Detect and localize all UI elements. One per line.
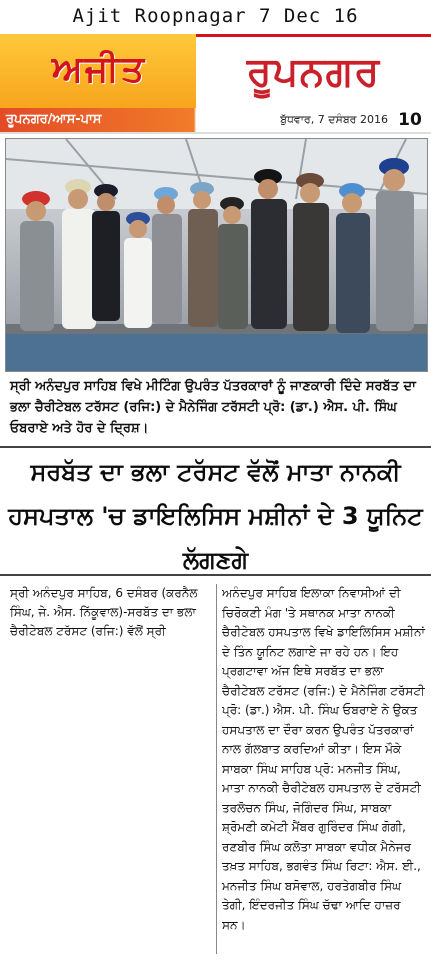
divider-rule: [0, 574, 431, 576]
photo-caption: ਸ੍ਰੀ ਅਨੰਦਪੁਰ ਸਾਹਿਬ ਵਿਖੇ ਮੀਟਿੰਗ ਉਪਰੰਤ ਪੱਤਰਕਾਰਾਂ ਨੂੰ ਜਾਣਕਾਰੀ ਦਿੰਦੇ ਸਰਬੱਤ ਦਾ ਭਲਾ ਚੈਰੀਟੇਬਲ ਟਰੱਸਟ (ਰਜਿ:) ਦੇ ਮੈਨੇਜਿੰਗ ਟਰੱਸਟੀ ਪ੍ਰੋ: (ਡਾ.) ਐਸ. ਪੀ. ਸਿੰਘ ਓਬਰਾਏ ਅਤੇ ਹੋਰ ਦੇ ਦ੍ਰਿਸ਼।: [10, 379, 416, 436]
newspaper-masthead: [0, 34, 431, 108]
city-name: ਰੂਪਨਗਰ: [246, 49, 381, 95]
clipping-caption: Ajit Roopnagar 7 Dec 16: [72, 5, 359, 27]
page-number: 10: [398, 110, 422, 130]
section-label: ਰੂਪਨਗਰ/ਆਸ-ਪਾਸ: [6, 112, 102, 127]
issue-date: ਬੁੱਧਵਾਰ, 7 ਦਸੰਬਰ 2016: [280, 113, 388, 126]
news-photo: [5, 138, 428, 372]
paper-logo: [0, 34, 196, 108]
column-divider: [216, 584, 217, 954]
city-edition-banner: [196, 34, 431, 111]
divider-rule: [0, 446, 431, 448]
article-body: ਅਨੰਦਪੁਰ ਸਾਹਿਬ ਇਲਾਕਾ ਨਿਵਾਸੀਆਂ ਦੀ ਚਿਰੋਕਣੀ ਮੰਗ 'ਤੇ ਸਥਾਨਕ ਮਾਤਾ ਨਾਨਕੀ ਚੈਰੀਟੇਬਲ ਹਸਪਤਾਲ ਵਿਖੇ ਡਾਇਲਿਸਿਸ ਮਸ਼ੀਨਾਂ ਦੇ ਤਿੰਨ ਯੂਨਿਟ ਲਗਾਏ ਜਾ ਰਹੇ ਹਨ। ਇਹ ਪ੍ਰਗਟਾਵਾ ਅੱਜ ਇਥੇ ਸਰਬੱਤ ਦਾ ਭਲਾ ਚੈਰੀਟੇਬਲ ਟਰੱਸਟ (ਰਜਿ:) ਦੇ ਮੈਨੇਜਿੰਗ ਟਰੱਸਟੀ ਪ੍ਰੋ: (ਡਾ.) ਐਸ. ਪੀ. ਸਿੰਘ ਓਬਰਾਏ ਨੇ ਉਕਤ ਹਸਪਤਾਲ ਦਾ ਦੌਰਾ ਕਰਨ ਉਪਰੰਤ ਪੱਤਰਕਾਰਾਂ ਨਾਲ ਗੱਲਬਾਤ ਕਰਦਿਆਂ ਕੀਤਾ। ਇਸ ਮੌਕੇ ਸਾਬਕਾ ਸਿੰਘ ਸਾਹਿਬ ਪ੍ਰੋ: ਮਨਜੀਤ ਸਿੰਘ, ਮਾਤਾ ਨਾਨਕੀ ਚੈਰੀਟੇਬਲ ਹਸਪਤਾਲ ਦੇ ਟਰੱਸਟੀ ਤਰਲੋਚਨ ਸਿੰਘ, ਜੋਗਿੰਦਰ ਸਿੰਘ, ਸਾਬਕਾ ਸ਼੍ਰੋਮਣੀ ਕਮੇਟੀ ਮੈਂਬਰ ਗੁਰਿੰਦਰ ਸਿੰਘ ਗੋਗੀ, ਰਣਬੀਰ ਸਿੰਘ ਕਲੋਤਾ ਸਾਬਕਾ ਵਧੀਕ ਮੈਨੇਜਰ ਤਖ਼ਤ ਸਾਹਿਬ, ਭਗਵੰਤ ਸਿੰਘ ਰਿਟਾ: ਐਸ. ਈ., ਮਨਜੀਤ ਸਿੰਘ ਬਸੋਵਾਲ, ਹਰਤੇਗਬੀਰ ਸਿੰਘ ਤੇਗੀ, ਇੰਦਰਜੀਤ ਸਿੰਘ ਚੱਢਾ ਆਦਿ ਹਾਜ਼ਰ ਸਨ।: [222, 586, 425, 932]
section-strip: [0, 108, 431, 134]
group-photo-illustration: [6, 139, 427, 371]
article-dateline: ਸ੍ਰੀ ਅਨੰਦਪੁਰ ਸਾਹਿਬ, 6 ਦਸੰਬਰ (ਕਰਨੈਲ ਸਿੰਘ, ਜੇ. ਐਸ. ਨਿੱਕੂਵਾਲ)-ਸਰਬੱਤ ਦਾ ਭਲਾ ਚੈਰੀਟੇਬਲ ਟਰੱਸਟ (ਰਜਿ:) ਵੱਲੋਂ ਸ੍ਰੀ: [10, 586, 198, 638]
article-headline: ਸਰਬੱਤ ਦਾ ਭਲਾ ਟਰੱਸਟ ਵੱਲੋਂ ਮਾਤਾ ਨਾਨਕੀ ਹਸਪਤਾਲ 'ਚ ਡਾਇਲਿਸਿਸ ਮਸ਼ੀਨਾਂ ਦੇ 3 ਯੂਨਿਟ ਲੱਗਣਗੇ: [8, 458, 423, 574]
paper-name: ਅਜੀਤ: [51, 49, 147, 90]
